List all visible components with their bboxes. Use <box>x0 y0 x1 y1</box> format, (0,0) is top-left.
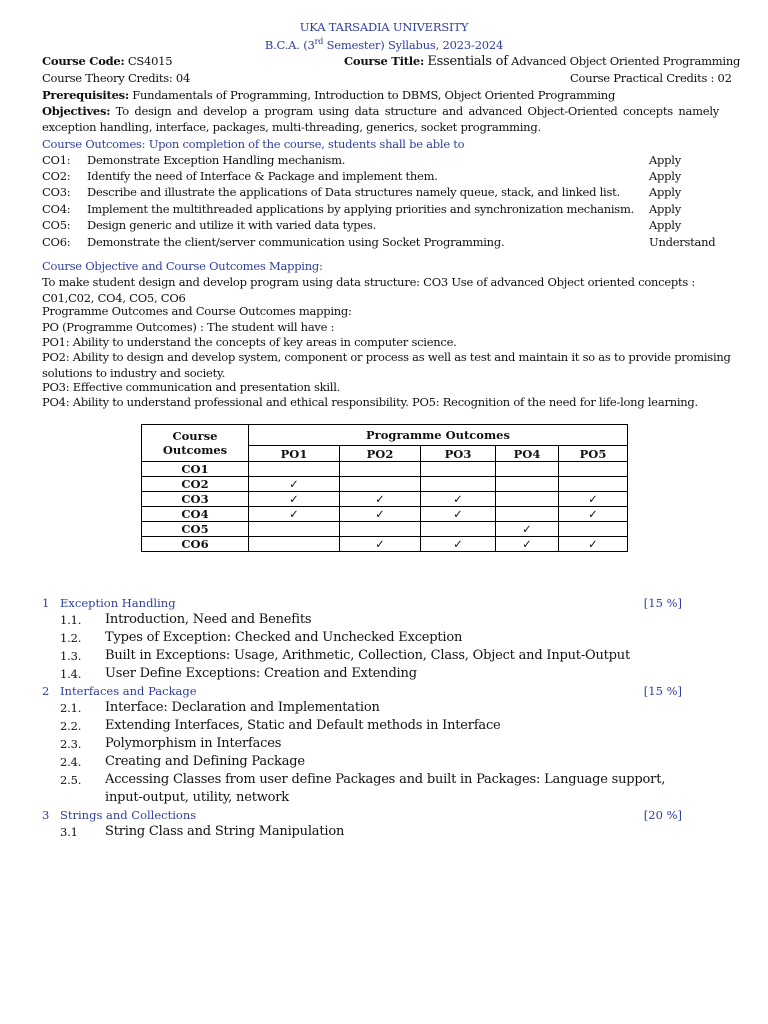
section-weight: [15 %] <box>643 684 682 698</box>
po2: PO2: Ability to design and develop system, component or process as well as test and maintain it so as to provide promising solutions to industry and society. <box>42 350 731 380</box>
row-label: CO6 <box>142 537 249 552</box>
check-mark-cell: ✓ <box>496 522 559 537</box>
topic-item <box>60 630 660 648</box>
empty-cell <box>496 507 559 522</box>
university-name: UKA TARSADIA UNIVERSITY <box>299 20 469 34</box>
topic-number: 2.1. <box>60 701 82 715</box>
column-header-po2: PO2 <box>340 446 421 462</box>
check-mark-cell: ✓ <box>340 492 421 507</box>
section-heading <box>42 596 682 612</box>
topic-number: 1.2. <box>60 631 82 645</box>
topic-number: 2.4. <box>60 755 82 769</box>
mapping-heading: Course Objective and Course Outcomes Mapping: <box>42 259 323 273</box>
section-title: Strings and Collections <box>60 808 197 822</box>
empty-cell <box>249 537 340 552</box>
course-code: Course Code: CS4015 <box>42 54 173 68</box>
topic-text: String Class and String Manipulation <box>105 824 345 839</box>
table-row <box>142 477 628 492</box>
topic-item <box>60 736 660 754</box>
topic-number: 3.1 <box>60 825 78 839</box>
empty-cell <box>559 462 628 477</box>
objectives: Objectives: To design and develop a program using data structure and advanced Object-Oriented concepts namely exception handling, interface, packages, multi-threading, generics, socket programming. <box>42 104 719 134</box>
section-heading <box>42 808 682 824</box>
topic-item <box>60 824 660 842</box>
check-mark-cell: ✓ <box>421 507 496 522</box>
topic-item <box>60 612 660 630</box>
outcomes-heading: Course Outcomes: Upon completion of the course, students shall be able to <box>42 137 465 151</box>
topic-text: Built in Exceptions: Usage, Arithmetic, Collection, Class, Object and Input-Output <box>105 648 630 663</box>
topic-item <box>60 648 660 666</box>
outcome-row: CO1: Demonstrate Exception Handling mechanism. Apply <box>42 153 681 167</box>
check-mark-cell: ✓ <box>559 507 628 522</box>
mapping-text: To make student design and develop program using data structure: CO3 Use of advanced Object oriented concepts : C01,C02, CO4, CO5, CO6 <box>42 275 696 305</box>
empty-cell <box>340 522 421 537</box>
check-mark-cell: ✓ <box>421 492 496 507</box>
table-row <box>142 522 628 537</box>
topic-text: Interface: Declaration and Implementation <box>105 700 380 715</box>
table-row <box>142 492 628 507</box>
topic-number: 1.1. <box>60 613 82 627</box>
topic-number: 1.4. <box>60 667 82 681</box>
po4-po5: PO4: Ability to understand professional and ethical responsibility. PO5: Recognition of the need for life-long learning. <box>42 395 698 409</box>
empty-cell <box>340 462 421 477</box>
po-heading: Programme Outcomes and Course Outcomes mapping: <box>42 304 352 318</box>
empty-cell <box>249 522 340 537</box>
topic-item <box>60 700 660 718</box>
topic-number: 1.3. <box>60 649 82 663</box>
empty-cell <box>496 492 559 507</box>
empty-cell <box>421 477 496 492</box>
column-header-po5: PO5 <box>559 446 628 462</box>
row-label: CO4 <box>142 507 249 522</box>
po1: PO1: Ability to understand the concepts of key areas in computer science. <box>42 335 457 349</box>
empty-cell <box>421 522 496 537</box>
check-mark-cell: ✓ <box>249 477 340 492</box>
topic-text: User Define Exceptions: Creation and Extending <box>105 666 417 681</box>
topic-item <box>60 718 660 736</box>
empty-cell <box>496 477 559 492</box>
topic-continuation <box>60 790 660 808</box>
po-intro: PO (Programme Outcomes) : The student will have : <box>42 320 335 334</box>
column-header-po4: PO4 <box>496 446 559 462</box>
topic-text: Extending Interfaces, Static and Default methods in Interface <box>105 718 501 733</box>
check-mark-cell: ✓ <box>249 492 340 507</box>
outcome-row: CO4: Implement the multithreaded applications by applying priorities and synchronization mechanism. Apply <box>42 202 681 216</box>
column-header-po3: PO3 <box>421 446 496 462</box>
empty-cell <box>421 462 496 477</box>
theory-credits: Course Theory Credits: 04 <box>42 71 191 85</box>
outcome-row: CO2: Identify the need of Interface & Package and implement them. Apply <box>42 169 681 183</box>
empty-cell <box>559 522 628 537</box>
table-group-header: Programme Outcomes <box>249 425 628 446</box>
column-header-po1: PO1 <box>249 446 340 462</box>
practical-credits: Course Practical Credits : 02 <box>570 71 732 85</box>
check-mark-cell: ✓ <box>340 507 421 522</box>
topic-item <box>60 666 660 684</box>
row-label: CO5 <box>142 522 249 537</box>
table-corner-header: Course Outcomes <box>142 425 249 462</box>
po3: PO3: Effective communication and presentation skill. <box>42 380 341 394</box>
section-weight: [20 %] <box>643 808 682 822</box>
topic-item <box>60 772 666 790</box>
check-mark-cell: ✓ <box>559 537 628 552</box>
outcome-row: CO6: Demonstrate the client/server communication using Socket Programming. Understand <box>42 235 716 249</box>
check-mark-cell: ✓ <box>249 507 340 522</box>
table-row <box>142 537 628 552</box>
section-title: Interfaces and Package <box>60 684 197 698</box>
topic-number: 2.3. <box>60 737 82 751</box>
topic-text: Creating and Defining Package <box>105 754 305 769</box>
table-row <box>142 507 628 522</box>
section-number: 1 <box>42 596 50 610</box>
section-title: Exception Handling <box>60 596 176 610</box>
course-title: Course Title: Essentials of Advanced Object Oriented Programming <box>344 54 741 69</box>
check-mark-cell: ✓ <box>340 537 421 552</box>
check-mark-cell: ✓ <box>496 537 559 552</box>
check-mark-cell: ✓ <box>421 537 496 552</box>
section-number: 2 <box>42 684 50 698</box>
co-po-mapping-table <box>141 424 628 552</box>
outcome-row: CO5: Design generic and utilize it with varied data types. Apply <box>42 218 681 232</box>
topic-number: 2.2. <box>60 719 82 733</box>
check-mark-cell: ✓ <box>559 492 628 507</box>
section-heading <box>42 684 682 700</box>
empty-cell <box>559 477 628 492</box>
empty-cell <box>496 462 559 477</box>
row-label: CO2 <box>142 477 249 492</box>
topic-text: input-output, utility, network <box>105 790 289 805</box>
topic-text: Introduction, Need and Benefits <box>105 612 312 627</box>
row-label: CO1 <box>142 462 249 477</box>
row-label: CO3 <box>142 492 249 507</box>
table-row <box>142 462 628 477</box>
prerequisites: Prerequisites: Fundamentals of Programming, Introduction to DBMS, Object Oriented Programming <box>42 88 616 102</box>
topic-text: Types of Exception: Checked and Unchecked Exception <box>105 630 463 645</box>
topic-text: Polymorphism in Interfaces <box>105 736 282 751</box>
topic-item <box>60 754 660 772</box>
topic-number: 2.5. <box>60 773 82 787</box>
outcome-row: CO3: Describe and illustrate the applications of Data structures namely queue, stack, and linked list. Apply <box>42 185 681 199</box>
section-number: 3 <box>42 808 50 822</box>
section-weight: [15 %] <box>643 596 682 610</box>
empty-cell <box>340 477 421 492</box>
program-line: B.C.A. (3rd Semester) Syllabus, 2023-2024 <box>264 37 504 52</box>
topic-text: Accessing Classes from user define Packages and built in Packages: Language support, <box>105 772 666 787</box>
empty-cell <box>249 462 340 477</box>
